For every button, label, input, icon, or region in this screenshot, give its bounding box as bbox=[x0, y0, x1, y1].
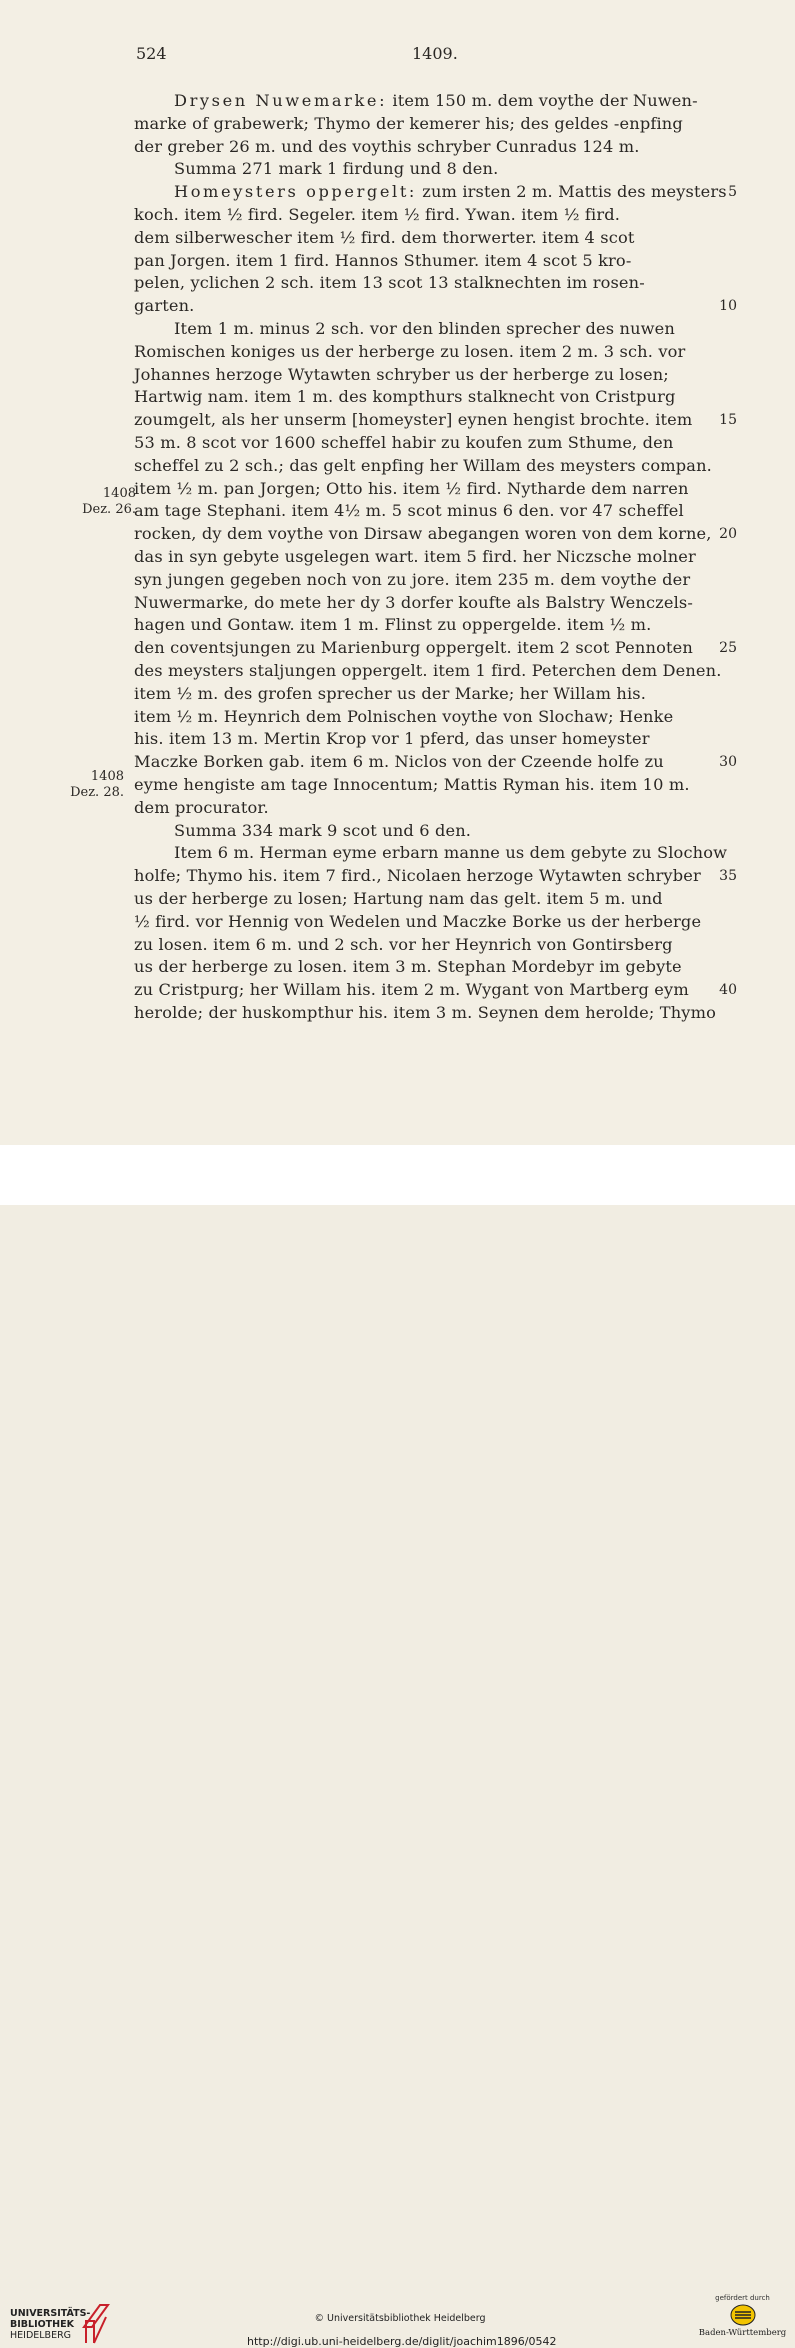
line-number: 15 bbox=[719, 412, 737, 429]
text-line: Maczke Borken gab. item 6 m. Niclos von der Czeende holfe zu bbox=[134, 752, 664, 772]
text-line: us der herberge zu losen. item 3 m. Stephan Mordebyr im gebyte bbox=[134, 957, 682, 977]
text-line: pelen, yclichen 2 sch. item 13 scot 13 stalknechten im rosen- bbox=[134, 273, 645, 293]
text-line: zoumgelt, als her unserm [homeyster] eynen hengist brochte. item bbox=[134, 410, 693, 430]
text-line: der greber 26 m. und des voythis schryber Cunradus 124 m. bbox=[134, 136, 640, 156]
line-number: 40 bbox=[719, 982, 737, 999]
text-line: Summa 271 mark 1 firdung und 8 den. bbox=[174, 159, 499, 179]
text-line: eyme hengiste am tage Innocentum; Mattis Ryman his. item 10 m. bbox=[134, 775, 690, 794]
line-number: 20 bbox=[719, 526, 737, 543]
text-line: scheffel zu 2 sch.; das gelt enpfing her Willam des meysters compan. bbox=[134, 455, 712, 475]
text-line: item ½ m. des grofen sprecher us der Marke; her Willam his. bbox=[134, 683, 647, 703]
text-line: holfe; Thymo his. item 7 fird., Nicolaen herzoge Wytawten schryber bbox=[134, 866, 701, 886]
state-coat-of-arms-icon bbox=[729, 2304, 757, 2326]
text-line: us der herberge zu losen; Hartung nam das gelt. item 5 m. und bbox=[134, 889, 663, 908]
logo-line-2: BIBLIOTHEK bbox=[10, 2319, 74, 2330]
text-line: pan Jorgen. item 1 fird. Hannos Sthumer. item 4 scot 5 kro- bbox=[134, 250, 632, 270]
sponsor-name: Baden-Württemberg bbox=[698, 2328, 787, 2338]
text-line: his. item 13 m. Mertin Krop vor 1 pferd, das unser homeyster bbox=[134, 729, 650, 749]
text-line: garten. bbox=[134, 296, 195, 316]
text-line: Hartwig nam. item 1 m. des kompthurs stalknecht von Cristpurg bbox=[134, 387, 676, 407]
spaced-heading: Drysen Nuwemarke: bbox=[174, 91, 388, 110]
text-line: dem silberwescher item ½ fird. dem thorwerter. item 4 scot bbox=[134, 227, 635, 247]
library-logo-icon bbox=[80, 2297, 112, 2345]
margin-note-year: 1408 bbox=[90, 769, 124, 784]
library-logo-text[interactable] bbox=[10, 2308, 90, 2341]
text-line: koch. item ½ fird. Segeler. item ½ fird. Ywan. item ½ fird. bbox=[134, 205, 621, 224]
sponsor-block bbox=[695, 2294, 790, 2338]
permalink-url[interactable]: http://digi.ub.uni-heidelberg.de/diglit/joachim1896/0542 bbox=[247, 2335, 557, 2348]
spaced-heading: Homeysters oppergelt: bbox=[174, 182, 417, 202]
line-number: 5 bbox=[728, 184, 737, 201]
copyright-notice: © Universitätsbibliothek Heidelberg bbox=[314, 2313, 486, 2324]
footer-bar bbox=[0, 1145, 795, 2348]
text-line bbox=[174, 90, 698, 113]
text-line: am tage Stephani. item 4½ m. 5 scot minus 6 den. vor 47 scheffel bbox=[134, 501, 684, 521]
text-line: Summa 334 mark 9 scot und 6 den. bbox=[174, 820, 472, 840]
page-year-heading: 1409. bbox=[412, 44, 458, 63]
text-line: den coventsjungen zu Marienburg oppergelt. item 2 scot Pennoten bbox=[134, 638, 693, 658]
margin-note-date: Dez. 28. bbox=[70, 785, 124, 800]
scanned-page bbox=[0, 0, 795, 1145]
text-line: hagen und Gontaw. item 1 m. Flinst zu oppergelde. item ½ m. bbox=[134, 615, 652, 635]
line-number: 10 bbox=[719, 298, 737, 315]
text-line: Johannes herzoge Wytawten schryber us der herberge zu losen; bbox=[134, 364, 669, 384]
text-line: Item 6 m. Herman eyme erbarn manne us dem gebyte zu Slochow bbox=[174, 843, 728, 863]
logo-line-1: UNIVERSITÄTS- bbox=[10, 2308, 91, 2319]
line-number: 35 bbox=[719, 868, 737, 885]
text-line: Item 1 m. minus 2 sch. vor den blinden sprecher des nuwen bbox=[174, 319, 675, 338]
margin-note-year: 1408 bbox=[102, 486, 136, 501]
text-line bbox=[174, 181, 727, 204]
text-line: item ½ m. Heynrich dem Polnischen voythe von Slochaw; Henke bbox=[134, 706, 674, 726]
line-number: 30 bbox=[719, 754, 737, 771]
margin-note-1 bbox=[66, 486, 136, 518]
text-line: ½ fird. vor Hennig von Wedelen und Maczke Borke us der herberge bbox=[134, 911, 702, 931]
sponsor-label: gefördert durch bbox=[715, 2294, 770, 2302]
text-line: syn jungen gegeben noch von zu jore. item 235 m. dem voythe der bbox=[134, 569, 691, 589]
logo-line-3: HEIDELBERG bbox=[10, 2330, 72, 2341]
margin-note-2 bbox=[54, 769, 124, 801]
page-number: 524 bbox=[136, 44, 167, 63]
text-line: marke of grabewerk; Thymo der kemerer his; des geldes -enpfing bbox=[134, 113, 683, 133]
text-line: das in syn gebyte usgelegen wart. item 5 fird. her Niczsche molner bbox=[134, 547, 696, 566]
line-text: zum irsten 2 m. Mattis des meysters bbox=[417, 182, 727, 202]
text-line: rocken, dy dem voythe von Dirsaw abegangen woren von dem korne, bbox=[134, 524, 712, 544]
text-line: zu Cristpurg; her Willam his. item 2 m. Wygant von Martberg eym bbox=[134, 980, 689, 1000]
line-number: 25 bbox=[719, 640, 737, 657]
line-text: item 150 m. dem voythe der Nuwen- bbox=[387, 91, 698, 110]
text-line: 53 m. 8 scot vor 1600 scheffel habir zu koufen zum Sthume, den bbox=[134, 433, 674, 452]
margin-note-date: Dez. 26. bbox=[82, 502, 136, 517]
text-line: Nuwermarke, do mete her dy 3 dorfer koufte als Balstry Wenczels- bbox=[134, 592, 693, 612]
text-line: Romischen koniges us der herberge zu losen. item 2 m. 3 sch. vor bbox=[134, 341, 686, 361]
text-line: des meysters staljungen oppergelt. item 1 fird. Peterchen dem Denen. bbox=[134, 661, 722, 680]
text-line: herolde; der huskompthur his. item 3 m. Seynen dem herolde; Thymo bbox=[134, 1003, 716, 1022]
text-line: zu losen. item 6 m. und 2 sch. vor her Heynrich von Gontirsberg bbox=[134, 934, 673, 954]
text-line: item ½ m. pan Jorgen; Otto his. item ½ fird. Nytharde dem narren bbox=[134, 478, 689, 498]
text-line: dem procurator. bbox=[134, 797, 269, 817]
